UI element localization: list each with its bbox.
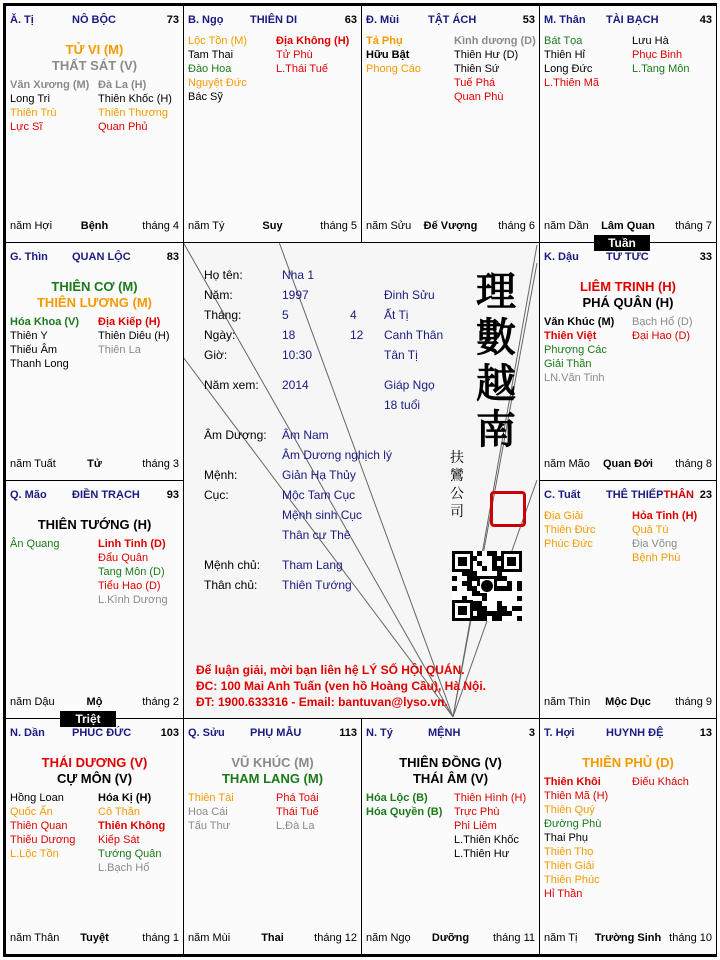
palace-thin[interactable]	[5, 242, 184, 481]
minor-star: Văn Khúc (M)	[544, 316, 615, 328]
minor-star: Hữu Bật	[366, 49, 410, 61]
left-star-list	[544, 315, 614, 385]
footer-stage: Bệnh	[80, 220, 109, 232]
left-star-list	[188, 791, 234, 833]
than-chu-value: Thiên Tướng	[282, 578, 352, 592]
month-can-chi: Ất Tị	[384, 308, 409, 322]
palace-suu[interactable]	[183, 718, 362, 955]
footer-year: năm Hợi	[10, 220, 53, 232]
minor-star: Tử Phù	[276, 49, 313, 61]
palace-tuat[interactable]	[539, 480, 717, 719]
minor-star: Tả Phụ	[366, 35, 403, 47]
palace-header	[544, 489, 712, 503]
palace-name: MỆNH	[428, 727, 461, 739]
palace-header	[366, 14, 535, 28]
minor-star: Đại Hao (D)	[632, 330, 691, 342]
palace-name: PHỤ MẪU	[250, 727, 302, 739]
am-duong-label: Âm Dương:	[204, 428, 267, 442]
minor-star: Phong Cáo	[366, 63, 422, 75]
center-info-panel	[186, 245, 540, 719]
minor-star: Tam Thai	[188, 49, 234, 61]
minor-star: Thiên Sứ	[454, 63, 500, 75]
year-label: Năm:	[204, 288, 233, 302]
palace-mao[interactable]	[5, 480, 184, 719]
minor-star: Hoa Cái	[188, 806, 228, 818]
minor-star: Hóa Kị (H)	[98, 792, 152, 804]
footer-year: năm Tý	[188, 220, 225, 232]
minor-star: Thiên Khôi	[544, 776, 601, 788]
footer-year: năm Dần	[544, 220, 589, 232]
palace-footer	[10, 696, 179, 710]
palace-name: TỬ TỨC	[606, 251, 649, 263]
palace-number: 93	[166, 489, 179, 501]
menh-label: Mệnh:	[204, 468, 238, 482]
than-chu-label: Thân chủ:	[204, 578, 258, 592]
minor-star: Phượng Các	[544, 344, 607, 356]
minor-star: Thiên Hư (D)	[454, 49, 519, 61]
than-marker: THÂN	[663, 489, 694, 501]
name-value: Nha 1	[282, 268, 315, 282]
palace-footer	[544, 932, 712, 946]
palace-ti[interactable]	[361, 718, 540, 955]
footer-stage: Dưỡng	[431, 932, 470, 944]
footer-year: năm Sửu	[366, 220, 412, 232]
minor-star: Thiên Giải	[544, 860, 595, 872]
palace-header	[544, 251, 712, 265]
palace-name: ĐIỀN TRẠCH	[72, 489, 140, 501]
left-star-list	[366, 791, 442, 819]
year-value: 1997	[282, 288, 309, 302]
minor-star: Thanh Long	[10, 358, 69, 370]
minor-star: Tiểu Hao (D)	[98, 580, 161, 592]
minor-star: Thiên Thương	[98, 107, 169, 119]
minor-star: L.Thái Tuế	[276, 63, 328, 75]
minor-star: Tướng Quân	[98, 848, 162, 860]
right-star-list	[632, 315, 693, 343]
left-star-list	[544, 509, 595, 551]
palace-number: 73	[166, 14, 179, 26]
minor-star: Đường Phù	[544, 818, 602, 830]
minor-star: Phi Liêm	[454, 820, 497, 832]
menh-chu-label: Mệnh chủ:	[204, 558, 261, 572]
left-star-list	[10, 78, 89, 134]
palace-number: 23	[699, 489, 712, 501]
main-star: THÁI DƯƠNG (V)	[41, 755, 148, 770]
minor-star: Thai Phụ	[544, 832, 589, 844]
footer-year: năm Dậu	[10, 696, 55, 708]
footer-month: tháng 8	[675, 458, 712, 470]
hour-value: 10:30	[282, 348, 313, 362]
footer-stage: Suy	[262, 220, 283, 232]
minor-star: Địa Giải	[544, 510, 584, 522]
minor-star: L.Thiên Khốc	[454, 834, 519, 846]
main-star: TỬ VI (M)	[65, 42, 124, 57]
footer-stage: Mộ	[86, 696, 103, 708]
palace-name: PHÚC ĐỨC	[72, 727, 132, 739]
minor-star: Địa Không (H)	[276, 35, 350, 47]
right-star-list	[276, 34, 349, 76]
year-can-chi: Đinh Sửu	[384, 288, 435, 302]
palace-footer	[366, 220, 535, 234]
minor-star: Lưu Hà	[632, 35, 669, 47]
palace-header	[10, 251, 179, 265]
name-label: Họ tên:	[204, 268, 243, 282]
minor-star: Địa Võng	[632, 538, 678, 550]
minor-star: L.Kình Dương	[98, 594, 168, 606]
palace-ngo[interactable]	[183, 5, 362, 243]
palace-branch: T. Hợi	[544, 727, 575, 739]
minor-star: Linh Tinh (D)	[98, 538, 166, 550]
footer-stage: Mộc Dục	[605, 696, 651, 708]
minor-star: L.Thiên Mã	[544, 77, 600, 89]
minor-star: Bạch Hổ (D)	[632, 316, 693, 328]
left-star-list	[10, 315, 79, 371]
palace-number: 33	[699, 251, 712, 263]
footer-stage: Tuyệt	[80, 932, 109, 944]
main-star: LIÊM TRINH (H)	[579, 279, 677, 294]
lunar-month: 4	[350, 308, 357, 322]
calligraphy-small: 扶鸞公司	[450, 450, 464, 520]
cuc-label: Cục:	[204, 488, 229, 502]
calligraphy-text: 理數越南	[476, 268, 516, 453]
month-value: 5	[282, 308, 289, 322]
view-year-label: Năm xem:	[204, 378, 259, 392]
minor-star: Hóa Quyền (B)	[366, 806, 443, 818]
footer-stage: Trường Sinh	[594, 932, 662, 944]
palace-footer	[544, 458, 712, 472]
footer-year: năm Thìn	[544, 696, 591, 708]
palace-footer	[10, 220, 179, 234]
palace-branch: N. Dần	[10, 727, 45, 739]
palace-mui[interactable]	[361, 5, 540, 243]
minor-star: L.Lộc Tồn	[10, 848, 59, 860]
minor-star: Thiên Quan	[10, 820, 68, 832]
right-star-list	[98, 315, 170, 357]
minor-star: L.Thiên Hư	[454, 848, 510, 860]
footer-month: tháng 10	[669, 932, 712, 944]
minor-star: Bát Tọa	[544, 35, 583, 47]
footer-month: tháng 3	[142, 458, 179, 470]
right-star-list	[632, 509, 697, 565]
horoscope-chart	[3, 3, 717, 957]
minor-star: Thiên Diêu (H)	[98, 330, 170, 342]
footer-year: năm Tuất	[10, 458, 56, 470]
left-star-list	[10, 791, 75, 861]
minor-star: Thiếu Dương	[10, 834, 76, 846]
minor-star: Kiếp Sát	[98, 834, 140, 846]
minor-star: Hồng Loan	[10, 792, 64, 804]
footer-stage: Quan Đới	[603, 458, 653, 470]
palace-footer	[366, 932, 535, 946]
minor-star: Thiên Trù	[10, 107, 57, 119]
footer-year: năm Thân	[10, 932, 60, 944]
palace-name: HUYNH ĐỆ	[606, 727, 664, 739]
day-label: Ngày:	[204, 328, 236, 342]
minor-star: LN.Văn Tinh	[544, 372, 605, 384]
minor-star: Đà La (H)	[98, 79, 147, 91]
contact-line-3: ĐT: 1900.633316 - Email: bantuvan@lyso.vn.	[196, 695, 448, 709]
footer-stage: Đế Vượng	[423, 220, 478, 232]
minor-star: Tuế Phá	[454, 77, 496, 89]
than-cu-note: Thân cư Thê	[282, 528, 351, 542]
minor-star: Thiên Hình (H)	[454, 792, 527, 804]
minor-star: Long Trì	[10, 93, 51, 105]
minor-star: Lộc Tồn (M)	[188, 35, 248, 47]
calligraphy-logo	[448, 269, 532, 549]
left-star-list	[366, 34, 421, 76]
minor-star: Nguyệt Đức	[188, 77, 247, 89]
triet-tag: Triệt	[60, 711, 116, 727]
minor-star: Thiên Đức	[544, 524, 596, 536]
palace-name: NÔ BỘC	[72, 14, 116, 26]
palace-branch: Ă. Tị	[10, 14, 34, 26]
minor-star: L.Đà La	[276, 820, 315, 832]
palace-header	[10, 14, 179, 28]
footer-year: năm Mùi	[188, 932, 231, 944]
minor-star: Giải Thần	[544, 358, 592, 370]
main-star: THẤT SÁT (V)	[51, 58, 138, 73]
footer-month: tháng 2	[142, 696, 179, 708]
minor-star: Điếu Khách	[632, 776, 689, 788]
minor-star: Quả Tú	[632, 524, 669, 536]
menh-chu-value: Tham Lang	[282, 558, 343, 572]
palace-footer	[10, 932, 179, 946]
palace-branch: K. Dậu	[544, 251, 579, 263]
palace-branch: Q. Mão	[10, 489, 47, 501]
palace-footer	[544, 220, 712, 234]
minor-star: Đào Hoa	[188, 63, 232, 75]
lunar-day: 12	[350, 328, 364, 342]
palace-number: 63	[344, 14, 357, 26]
minor-star: Địa Kiếp (H)	[98, 316, 161, 328]
palace-header	[10, 489, 179, 503]
footer-month: tháng 7	[675, 220, 712, 232]
minor-star: Thiên La	[98, 344, 141, 356]
palace-name: QUAN LỘC	[72, 251, 131, 263]
footer-year: năm Mão	[544, 458, 590, 470]
minor-star: Quan Phù	[454, 91, 504, 103]
footer-stage: Lâm Quan	[601, 220, 655, 232]
main-star: THIÊN TƯỚNG (H)	[37, 517, 152, 532]
left-star-list	[10, 537, 60, 551]
palace-header	[544, 727, 712, 741]
main-star: THIÊN LƯƠNG (M)	[36, 295, 153, 310]
minor-star: Thiên Việt	[544, 330, 597, 342]
palace-branch: G. Thìn	[10, 251, 48, 263]
contact-line-2: ĐC: 100 Mai Anh Tuấn (ven hồ Hoàng Cầu), Hà Nội.	[196, 679, 487, 693]
main-star: THIÊN ĐỒNG (V)	[399, 755, 502, 770]
am-duong-value: Âm Nam	[282, 428, 329, 442]
right-star-list	[632, 775, 689, 789]
palace-dan[interactable]	[5, 718, 184, 955]
right-star-list	[632, 34, 689, 76]
palace-than[interactable]	[539, 5, 717, 243]
cuc-value: Mộc Tam Cục	[282, 488, 356, 502]
footer-year: năm Tị	[544, 932, 578, 944]
palace-branch: N. Tý	[366, 727, 393, 739]
cuc-note: Mệnh sinh Cục	[282, 508, 363, 522]
minor-star: Đẩu Quân	[98, 552, 149, 564]
age-value: 18 tuổi	[384, 398, 421, 412]
palace-number: 113	[339, 727, 357, 739]
minor-star: Thiếu Âm	[10, 344, 58, 356]
minor-star: Lực Sĩ	[10, 121, 43, 133]
day-can-chi: Canh Thân	[384, 328, 444, 342]
minor-star: Long Đức	[544, 63, 593, 75]
am-duong-note: Âm Dương nghịch lý	[282, 448, 392, 462]
palace-number: 3	[528, 727, 535, 739]
minor-star: Phá Toái	[276, 792, 319, 804]
palace-dau[interactable]	[539, 242, 717, 481]
minor-star: Thiên Hỉ	[544, 49, 585, 61]
minor-star: Thiên Khốc (H)	[98, 93, 172, 105]
left-star-list	[544, 34, 599, 90]
palace-header	[10, 727, 179, 741]
footer-month: tháng 5	[320, 220, 357, 232]
minor-star: Thái Tuế	[276, 806, 319, 818]
tuan-tag: Tuần	[594, 235, 650, 251]
palace-name: THÊ THIẾP	[606, 489, 664, 501]
palace-footer	[544, 696, 712, 710]
palace-header	[188, 14, 357, 28]
palace-number: 83	[166, 251, 179, 263]
left-star-list	[544, 775, 608, 901]
palace-name: TẬT ÁCH	[428, 14, 477, 26]
palace-number: 43	[699, 14, 712, 26]
footer-month: tháng 9	[675, 696, 712, 708]
footer-month: tháng 6	[498, 220, 535, 232]
month-label: Tháng:	[204, 308, 242, 322]
right-star-list	[276, 791, 319, 833]
left-star-list	[188, 34, 247, 104]
palace-footer	[188, 220, 357, 234]
main-star: VŨ KHÚC (M)	[231, 755, 314, 770]
minor-star: Quan Phủ	[98, 121, 148, 133]
palace-header	[366, 727, 535, 741]
palace-branch: Q. Sửu	[188, 727, 225, 739]
view-year-can-chi: Giáp Ngọ	[384, 378, 435, 392]
menh-value: Giản Hạ Thủy	[282, 468, 356, 482]
main-star: THIÊN PHỦ (D)	[582, 755, 674, 770]
minor-star: Cô Thần	[98, 806, 140, 818]
hour-label: Giờ:	[204, 348, 228, 362]
footer-stage: Tử	[87, 458, 102, 470]
minor-star: Phúc Đức	[544, 538, 593, 550]
palace-footer	[188, 932, 357, 946]
minor-star: Tấu Thư	[188, 820, 231, 832]
minor-star: Bác Sỹ	[188, 91, 223, 103]
palace-hoi[interactable]	[539, 718, 717, 955]
right-star-list	[98, 78, 172, 134]
main-star: THIÊN CƠ (M)	[51, 279, 138, 294]
hour-can-chi: Tân Tị	[384, 348, 418, 362]
minor-star: Thiên Thọ	[544, 846, 594, 858]
footer-month: tháng 4	[142, 220, 179, 232]
minor-star: L.Bạch Hổ	[98, 862, 150, 874]
palace-footer	[10, 458, 179, 472]
right-star-list	[98, 537, 168, 607]
minor-star: Hóa Khoa (V)	[10, 316, 80, 328]
right-star-list	[454, 791, 526, 861]
minor-star: Phục Binh	[632, 49, 683, 61]
palace-branch: Đ. Mùi	[366, 14, 399, 26]
main-star: PHÁ QUÂN (H)	[582, 295, 674, 310]
palace-number: 13	[699, 727, 712, 739]
footer-stage: Thai	[261, 932, 284, 944]
minor-star: Thiên Không	[98, 820, 166, 832]
minor-star: L.Tang Môn	[632, 63, 690, 75]
minor-star: Hỉ Thần	[544, 888, 583, 900]
main-star: THAM LANG (M)	[221, 771, 324, 786]
palace-name: THIÊN DI	[250, 14, 298, 26]
palace-header	[544, 14, 712, 28]
palace-branch: C. Tuất	[544, 489, 581, 501]
minor-star: Kình dương (D)	[454, 35, 536, 47]
red-seal-icon	[490, 491, 526, 527]
minor-star: Hóa Lộc (B)	[366, 792, 428, 804]
palace-branch: B. Ngọ	[188, 14, 224, 26]
minor-star: Thiên Tài	[188, 792, 234, 804]
day-value: 18	[282, 328, 296, 342]
minor-star: Thiên Quý	[544, 804, 595, 816]
footer-year: năm Ngọ	[366, 932, 411, 944]
footer-month: tháng 1	[142, 932, 179, 944]
minor-star: Trực Phù	[454, 806, 500, 818]
minor-star: Bệnh Phù	[632, 552, 681, 564]
minor-star: Quốc Ấn	[10, 806, 53, 818]
minor-star: Hỏa Tinh (H)	[632, 510, 698, 522]
minor-star: Văn Xương (M)	[10, 79, 90, 91]
palace-header	[188, 727, 357, 741]
minor-star: Thiên Phúc	[544, 874, 600, 886]
right-star-list	[98, 791, 165, 875]
palace-name: TÀI BẠCH	[606, 14, 659, 26]
qr-code-icon	[452, 551, 522, 621]
palace-number: 103	[160, 727, 179, 739]
palace-ty[interactable]	[5, 5, 184, 243]
footer-month: tháng 12	[314, 932, 357, 944]
minor-star: Tang Môn (D)	[98, 566, 165, 578]
contact-line-1: Để luận giải, mời bạn liên hệ LÝ SỐ HỘI QUÁN.	[196, 663, 465, 677]
palace-branch: M. Thân	[544, 14, 586, 26]
minor-star: Ân Quang	[10, 538, 60, 550]
main-star: CỰ MÔN (V)	[56, 771, 133, 786]
minor-star: Thiên Y	[10, 330, 48, 342]
minor-star: Thiên Mã (H)	[544, 790, 609, 802]
view-year-value: 2014	[282, 378, 309, 392]
main-star: THÁI ÂM (V)	[412, 771, 489, 786]
footer-month: tháng 11	[492, 932, 535, 944]
palace-number: 53	[522, 14, 535, 26]
right-star-list	[454, 34, 536, 104]
